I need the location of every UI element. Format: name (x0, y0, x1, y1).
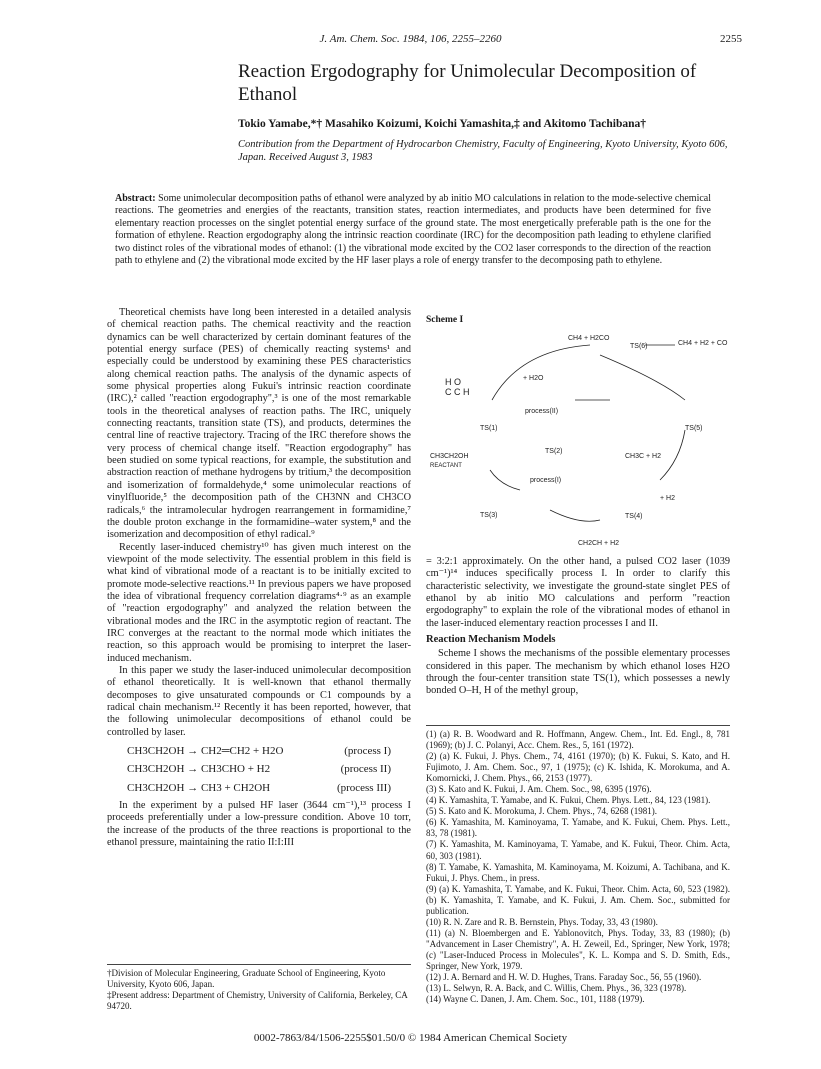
reference: (11) (a) N. Bloembergen and E. Yablonovitch, Phys. Today, 33, 83 (1980); (b) "Advancement in Laser Chemistry", A. H. Zeweil, Ed., Springer, New York, 1978; (c) "Laser-Induced Process in Molecules", K. L. Kompa and S. D. Smith, Eds., Springer, New York, 1979. (426, 927, 730, 971)
ts5-label: TS(5) (685, 425, 703, 432)
reference: (13) L. Selwyn, R. A. Back, and C. Willis, Chem. Phys., 36, 323 (1978). (426, 983, 687, 994)
author-list: Tokio Yamabe,*† Masahiko Koizumi, Koichi Yamashita,‡ and Akitomo Tachibana† (238, 118, 647, 130)
reference: (10) R. N. Zare and R. B. Bernstein, Phys. Today, 33, 43 (1980). (426, 916, 658, 927)
reference: (5) S. Kato and K. Morokuma, J. Chem. Phys., 74, 6268 (1981). (426, 806, 657, 817)
reactant-tag: REACTANT (430, 463, 462, 469)
reference: (8) T. Yamabe, K. Yamashita, M. Kaminoyama, M. Koizumi, A. Tachibana, and K. Fukui, J. Phys. Chem., in press. (426, 861, 730, 883)
ts1-structure: C C H (445, 387, 470, 397)
paragraph: = 3:2:1 approximately. On the other hand, a pulsed CO2 laser (1039 cm⁻¹)¹⁴ induces specifically process I. In order to clarify this characteristic selectivity, we investigate the ground-state singlet PES of ethanol by ab initio MO calculations and perform "reaction ergodography" to explain the role of the vibrational modes of ethanol in the laser-induced elementary reaction processes I and II. (426, 556, 730, 629)
section-heading: Reaction Mechanism Models (426, 634, 556, 646)
paragraph: Theoretical chemists have long been interested in a detailed analysis of chemical reaction paths. The chemical reactivity and the reaction dynamics can be well characterized by certain dominant features of the potential energy surface (PES) of chemically reacting systems¹ and especially could be understood by examining these PES characteristics along chemical reaction paths. The analysis of the dynamic aspects of some physical properties along Fukui's intrinsic reaction coordinate (IRC),² called "reaction ergodography",³ is one of the most remarkable tools in the theoretical analyses of reaction paths. The IRC, uniquely connecting reactants, transition state (TS), and products, determines the central line of reactive trajectory. Tracing of the IRC therefore shows the very process of chemical change itself. "Reaction ergodography" has been studied on some typical reactions, for example, the substitution and abstraction reaction of methane hydrogens by tritium,³ the decomposition and isomerization of formaldehyde,⁴ some unimolecular reactions of vinylfluoride,⁵ the decomposition path of the CH3NN and CH3CO radicals,⁶ the intramolecular hydrogen rearrangement in formamidine,⁷ the double proton exchange in the formamidine–water system,⁸ and the isomerization and decomposition of ethyl radical.⁹ (107, 307, 411, 541)
paragraph: In this paper we study the laser-induced unimolecular decomposition of ethanol theoretically. It is well-known that ethanol thermally decomposes to give unsaturated compounds or C1 compounds by a radical chain mechanism.¹² Recently it has been reported, however, that the following unimolecular decompositions of ethanol could be controlled by laser. (107, 664, 411, 738)
product-ch4-h2co: CH4 + H2CO (568, 335, 610, 342)
right-column (426, 556, 730, 698)
reaction-scheme (430, 320, 730, 550)
product-ch2ch-h2: CH2CH + H2 (578, 540, 620, 547)
left-column (107, 307, 411, 849)
reference: (7) K. Yamashita, M. Kaminoyama, T. Yamabe, and K. Fukui, Theor. Chim. Acta, 60, 303 (1981). (426, 839, 730, 861)
product-ch4-h2-co: CH4 + H2 + CO (678, 340, 728, 347)
hydrogen-product: + H2 (660, 495, 675, 502)
copyright-footer: 0002-7863/84/1506-2255$01.50/0 © 1984 American Chemical Society (253, 1032, 568, 1044)
paragraph: In the experiment by a pulsed HF laser (3644 cm⁻¹),¹³ process I proceeds preferentially under a low-pressure condition. Above 10 torr, the increase of the products of the three reactions is proportional to the ethanol pressure, maintaining the ratio II:I:III (107, 800, 411, 849)
affiliation-footnotes (107, 964, 411, 1012)
footnote: ‡Present address: Department of Chemistry, University of California, Berkeley, CA 94720. (107, 990, 408, 1011)
reaction-2 (127, 763, 391, 775)
reaction-equation: CH3CH2OH → CH3 + CH2OH (127, 781, 271, 794)
reference: (4) K. Yamashita, T. Yamabe, and K. Fukui, Chem. Phys. Lett., 84, 123 (1981). (426, 795, 711, 806)
reference: (1) (a) R. B. Woodward and R. Hoffmann, Angew. Chem., Int. Ed. Engl., 8, 781 (1969); (b) J. C. Polanyi, Acc. Chem. Res., 5, 161 (1972). (426, 729, 730, 751)
reaction-1 (127, 745, 391, 757)
reaction-equation: CH3CH2OH → CH2═CH2 + H2O (127, 745, 284, 758)
reference-list (426, 725, 730, 1005)
process-ii-label: process(II) (525, 408, 559, 415)
ts4-label: TS(4) (625, 513, 643, 520)
water-product: + H2O (523, 375, 544, 382)
reference: (3) S. Kato and K. Fukui, J. Am. Chem. Soc., 98, 6395 (1976). (426, 784, 652, 795)
affiliation: Contribution from the Department of Hydrocarbon Chemistry, Faculty of Engineering, Kyoto University, Kyoto 606, Japan. Received August 3, 1983 (238, 139, 728, 163)
ts1-label: TS(1) (480, 425, 498, 432)
reaction-label: (process I) (344, 745, 391, 758)
page-number: 2255 (720, 33, 742, 45)
reference: (6) K. Yamashita, M. Kaminoyama, T. Yamabe, and K. Fukui, Chem. Phys. Lett., 83, 78 (1981). (426, 817, 730, 839)
abstract-label: Abstract: (115, 193, 156, 204)
reference: (9) (a) K. Yamashita, T. Yamabe, and K. Fukui, Theor. Chim. Acta, 60, 523 (1982). (b) K. Yamashita, T. Yamabe, and K. Fukui, J. Am. Chem. Soc., submitted for publication. (426, 883, 730, 916)
scheme-label: Scheme I (426, 315, 464, 325)
reactant-ethanol: CH3CH2OH (430, 453, 469, 460)
article-title: Reaction Ergodography for Unimolecular Decomposition of Ethanol (238, 61, 697, 105)
reference: (2) (a) K. Fukui, J. Phys. Chem., 74, 4161 (1970); (b) K. Fukui, S. Kato, and H. Fujimoto, J. Am. Chem. Soc., 97, 1 (1975); (c) K. Ishida, K. Morokuma, and A. Komornicki, J. Chem. Phys., 66, 2153 (1977). (426, 751, 730, 784)
abstract (115, 193, 711, 267)
ts2-label: TS(2) (545, 448, 563, 455)
reference: (14) Wayne C. Danen, J. Am. Chem. Soc., 101, 1188 (1979). (426, 994, 645, 1005)
paragraph: Recently laser-induced chemistry¹⁰ has given much interest on the viewpoint of the mode selectivity. The essential problem in this field is what kind of vibrational mode of a reactant is to be initially excited to promote mode-selective reactions.¹¹ In previous papers we have proposed the idea of vibrational frequency correlation diagrams⁴·⁹ as an example of "reaction ergodography" and analyzed the relation between the vibrational modes and the IRC in the asymptotic region of reactant. The IRC converges at the reactant to the normal mode which initiates the reaction, so this approach would be promising to interpret the laser-induced mechanism. (107, 541, 411, 664)
reaction-label: (process II) (340, 763, 391, 776)
product-ch3c-h2: CH3C + H2 (625, 453, 661, 460)
paragraph: Scheme I shows the mechanisms of the possible elementary processes considered in this paper. The mechanism by which ethanol loses H2O through the four-center transition state TS(1), which possesses a newly bonded O–H, H of the methyl group, (426, 648, 730, 697)
reaction-equation: CH3CH2OH → CH3CHO + H2 (127, 763, 271, 776)
ts6-label: TS(6) (630, 343, 648, 350)
footnote: †Division of Molecular Engineering, Graduate School of Engineering, Kyoto University, Kyoto 606, Japan. (107, 968, 386, 989)
abstract-text: Some unimolecular decomposition paths of ethanol were analyzed by ab initio MO calculations in relation to the mode-selective chemical reactions. The geometries and energies of the reactants, transition states, reaction intermediates, and products have been determined for five elementary reaction processes on the singlet potential energy surface of the ground state. The most energetically preferable path is the one for the formation of ethylene. Reaction ergodography along the intrinsic reaction coordinate (IRC) for the decomposition path leading to ethylene clarified two distinct roles of the vibrational modes of ethanol: (1) the vibrational mode excited by the CO2 laser corresponds to the direction of the reaction path to ethylene and (2) the vibrational mode excited by the HF laser plays a role of energy transfer to the decomposing path to ethylene. (115, 193, 712, 267)
ts3-label: TS(3) (480, 512, 498, 519)
reaction-label: (process III) (336, 781, 391, 794)
journal-header: J. Am. Chem. Soc. 1984, 106, 2255–2260 (319, 33, 502, 45)
ts1-structure: H O (445, 377, 462, 387)
process-i-label: process(I) (530, 477, 562, 484)
reaction-3 (127, 782, 391, 794)
reference: (12) J. A. Bernard and H. W. D. Hughes, Trans. Faraday Soc., 56, 55 (1960). (426, 972, 702, 983)
